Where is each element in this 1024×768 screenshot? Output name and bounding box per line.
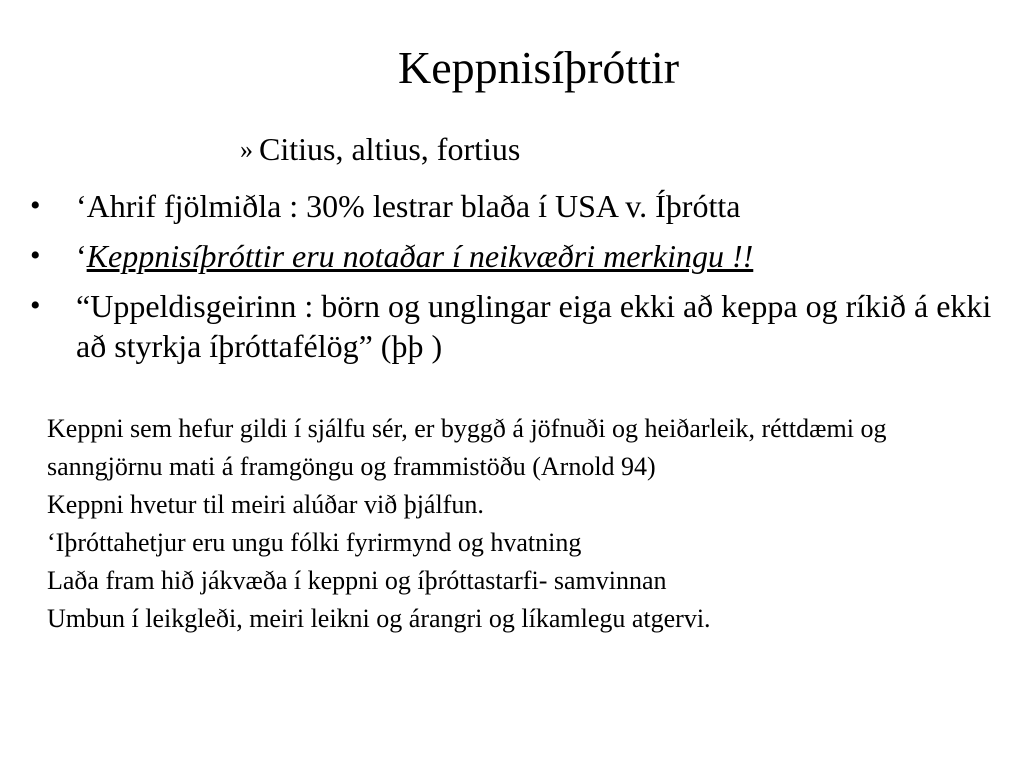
paragraph: ‘Iþróttahetjur eru ungu fólki fyrirmynd og hvatning bbox=[47, 528, 582, 557]
bullet-item bbox=[30, 236, 1000, 276]
bullet-text: ‘Ahrif fjölmiðla : 30% lestrar blaða í USA v. Íþrótta bbox=[76, 188, 741, 224]
bullet-emphasis-text: Keppnisíþróttir eru notaðar í neikvæðri merkingu !! bbox=[86, 238, 754, 274]
bullet-list bbox=[30, 186, 1000, 376]
bullet-marker: • bbox=[30, 189, 41, 222]
bullet-text: “Uppeldisgeirinn : börn og unglingar eiga ekki að keppa og ríkið á ekki að styrkja íþróttafélög” (þþ ) bbox=[76, 288, 992, 364]
paragraph: Laða fram hið jákvæða í keppni og íþróttastarfi- samvinnan bbox=[47, 566, 667, 595]
bullet-prefix: ‘ bbox=[76, 238, 87, 274]
bullet-item bbox=[30, 186, 1000, 226]
slide-title: Keppnisíþróttir bbox=[398, 42, 680, 93]
bullet-item bbox=[30, 286, 1000, 366]
paragraph: Umbun í leikgleði, meiri leikni og árangri og líkamlegu atgervi. bbox=[47, 604, 711, 633]
sub-point bbox=[240, 128, 520, 171]
sub-point-text: Citius, altius, fortius bbox=[259, 131, 521, 167]
paragraph: Keppni hvetur til meiri alúðar við þjálfun. bbox=[47, 490, 484, 519]
bullet-marker: • bbox=[30, 239, 41, 272]
paragraph: Keppni sem hefur gildi í sjálfu sér, er byggð á jöfnuði og heiðarleik, réttdæmi og sanngjörnu mati á framgöngu og frammistöðu (Arnold 94) bbox=[47, 414, 887, 481]
raquo-marker: » bbox=[240, 135, 253, 164]
body-text bbox=[47, 410, 997, 638]
bullet-marker: • bbox=[30, 289, 41, 322]
